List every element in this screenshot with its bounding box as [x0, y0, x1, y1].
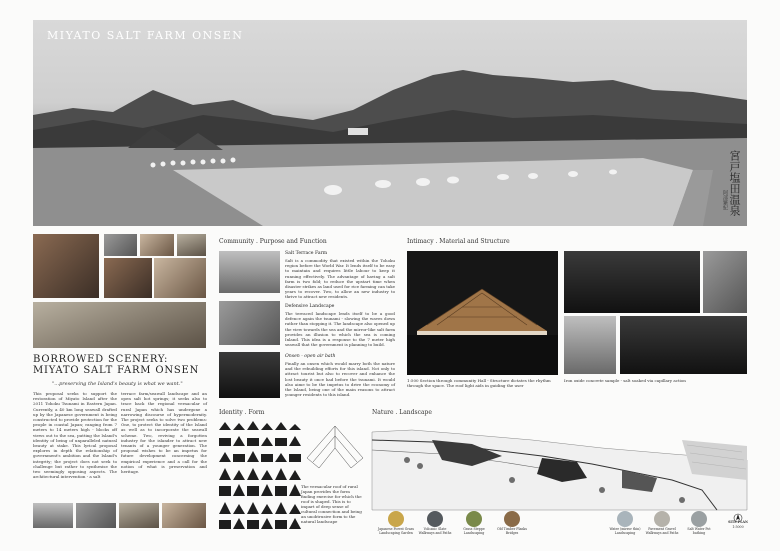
photo-smiling-woman: [154, 258, 206, 298]
intro-text-col1: This proposal seeks to support the restoration of Miyato Island after the 2011 Tohoku Tsunami in Eastern Japan. Currently, a 40 km long seawall drafted up by the Japanese government is being constructed to provide protection for the people in coastal Japan; ranging from 7 meters to 14 meters high - blocks off views out to the sea, putting the Island's identity of being of unparalleled natural beauty at stake. This lyrical proposal explores in depth the relationship of government's ambition and the Island's integrity; the project does not seek to challenge but rather to synthesise the two seemingly opposing aspects. The architectural intervention - a salt: [33, 391, 117, 480]
onsen-text: Finally an onsen which would marry both the nature and the rebuilding efforts for this island. Not only to attract tourist but also to recover and enhance the lost beauty it once had before the tsunami. It would also aime to be the impetus to drive the economy of the Island, being one of the main reasons to attract younger residents to this island.: [285, 361, 395, 398]
material-swatch-3: [466, 511, 482, 527]
photo-sitting-people: [177, 234, 206, 256]
photo-workers: [104, 234, 137, 256]
concrete-caption: Iron oxide concrete sample - salt soaked via capillary action: [564, 378, 686, 383]
community-heading: Community . Purpose and Function: [219, 238, 327, 245]
roof-form-grid: [219, 420, 301, 530]
material-label-2: Volcanic Slate Walkways and Paths: [418, 527, 452, 535]
material-label-1: Japanese Forest Grass Landscaping Garden: [377, 527, 415, 535]
photo-onsen: [219, 352, 280, 398]
bottom-photo-2: [76, 503, 116, 528]
material-label-7: Salt Water Pot bathing: [687, 527, 711, 535]
identity-heading: Identity . Form: [219, 409, 265, 416]
vertical-author: 阿部繁紀: [722, 190, 728, 210]
photo-defensive-landscape: [219, 301, 280, 345]
interior-photo-1: [564, 251, 700, 313]
nature-heading: Nature . Landscape: [372, 409, 432, 416]
quote: "...preserving the Island's beauty is what we want.": [52, 381, 183, 387]
material-label-4: Old Timber Planks Bridges: [496, 527, 527, 535]
concrete-sample-2: [620, 316, 747, 374]
photo-two-elders: [33, 302, 206, 348]
hero-image: [33, 20, 747, 226]
bottom-photo-3: [119, 503, 159, 528]
site-plan-label: SITE PLAN: [728, 520, 748, 524]
material-swatch-6: [654, 511, 670, 527]
roof-wireframe: [305, 418, 365, 483]
photo-women: [104, 258, 152, 298]
salt-terrace-title: Salt Terrace Farm: [285, 251, 328, 256]
heading-line-1: BORROWED SCENERY:: [33, 354, 169, 365]
material-swatch-1: [388, 511, 404, 527]
section-render: [407, 251, 558, 375]
photo-salt-terrace: [219, 251, 280, 293]
material-label-6: Pavement Gravel Walkways and Paths: [645, 527, 679, 535]
poster-title: MIYATO SALT FARM ONSEN: [47, 29, 244, 42]
intro-text-col2: terrace farm/seawall landscape and an open salt hot springs; it seeks also to trace back the regional vernacular of rural Japan which has undergone a narrowing discourse of hypermodernity. The project seeks to solve two problems: One, to protect the identity of the Island as well as to incorporate the seawall scheme. Two, reviving a forgotten industry for the islander to attract new tenants of a younger generation. The proposal wishes to be an impetus for future development concerning the empirical experience and a call for the notion of what is preservation and heritage.: [121, 391, 207, 475]
intimacy-heading: Intimacy . Material and Structure: [407, 238, 510, 245]
portrait-elderly-man: [33, 234, 99, 298]
photo-group: [140, 234, 174, 256]
material-swatch-7: [691, 511, 707, 527]
site-plan-scale: 1:5000: [732, 525, 744, 529]
material-label-5: Water (mirror thin) Landscaping: [609, 527, 641, 535]
defensive-landscape-text: The terraced landscape lends itself to be a good defence again the tsunami - slowing the waves down rather than stopping it. The landscape also opened up the view towards the sea and the mirror-like salt farm provides an illusion to which the sea is coming Inland. This idea is a response to the 7 meter high seawall that the government is planning to build.: [285, 311, 395, 348]
vertical-kanji-title: 宮戸塩田温泉: [728, 150, 741, 216]
material-swatch-2: [427, 511, 443, 527]
material-swatch-4: [504, 511, 520, 527]
north-arrow-icon: [733, 508, 743, 518]
section-caption: 1:500 Section through community Hall - Structure dictates the rhythm through the space. The roof light aids in guiding the user: [407, 378, 551, 388]
material-swatch-5: [617, 511, 633, 527]
bottom-photo-4: [162, 503, 206, 528]
defensive-landscape-title: Defensive Landscape: [285, 304, 335, 309]
material-label-3: Grass Steppe Landscaping: [463, 527, 485, 535]
onsen-title: Onsen - open air bath: [285, 354, 336, 359]
site-plan: [372, 420, 747, 510]
concrete-sample-1: [564, 316, 616, 374]
interior-photo-2: [703, 251, 747, 313]
heading-line-2: MIYATO SALT FARM ONSEN: [33, 365, 200, 376]
borrowed-scenery-heading: [33, 354, 213, 376]
identity-caption: The vernacular roof of rural Japan provides the form finding exercise for which the roof is shaped. This is to impart of deep sense of cultural connection and being an unobtrusive form to the natural landscape: [301, 484, 362, 524]
salt-terrace-text: Salt is a commodity that existed within the Tohoku region before the World War. It lends itself to be easy to maintain and requires little labour to keep it running effectively. The advantage of having a salt farm is two fold; to reduce the upstart time when disaster strikes as land used for rice farming can take years to recover. Two, to allow an new industry to thrive to attract new residents.: [285, 258, 395, 300]
bottom-photo-1: [33, 503, 73, 528]
